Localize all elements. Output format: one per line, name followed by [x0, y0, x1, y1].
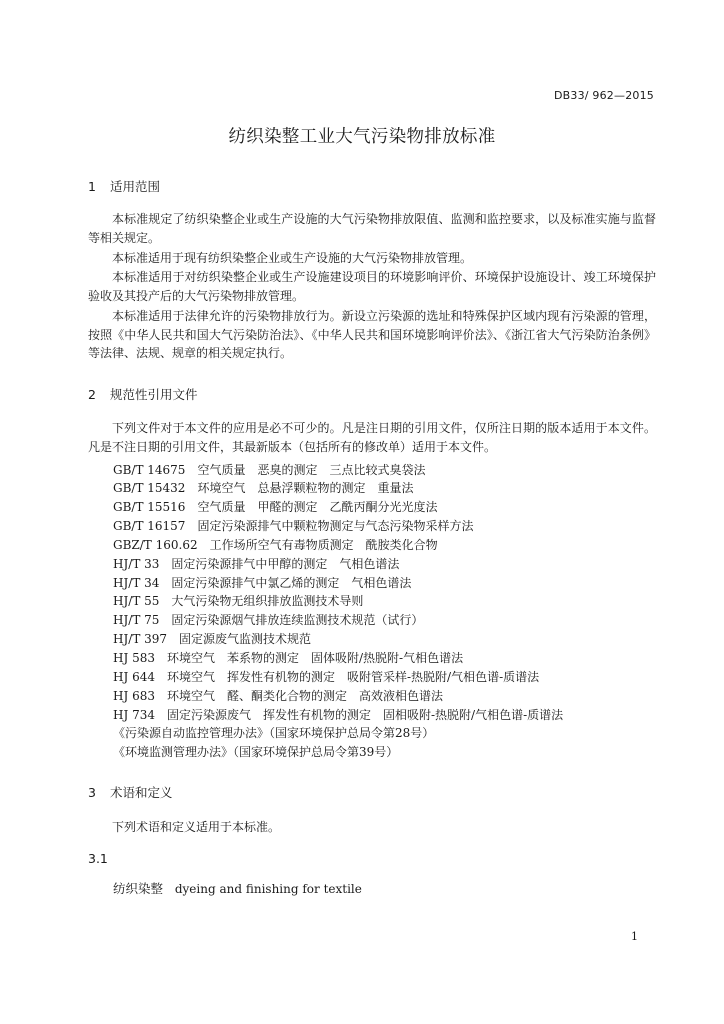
document-title: 纺织染整工业大气污染物排放标准: [228, 127, 496, 147]
reference-item: HJ 583 环境空气 苯系物的测定 固体吸附/热脱附-气相色谱法: [113, 651, 464, 665]
term-english: dyeing and finishing for textile: [174, 882, 362, 896]
reference-item: GB/T 14675 空气质量 恶臭的测定 三点比较式臭袋法: [113, 463, 426, 477]
section-2-intro: 下列文件对于本文件的应用是必不可少的。凡是注日期的引用文件，仅所注日期的版本适用于本文件。凡是不注日期的引用文件，其最新版本（包括所有的修改单）适用于本文件。: [88, 421, 656, 454]
reference-item: 《环境监测管理办法》（国家环境保护总局令第39号）: [113, 745, 399, 759]
reference-item: GB/T 15516 空气质量 甲醛的测定 乙酰丙酮分光光度法: [113, 500, 438, 514]
term-entry: [113, 879, 362, 897]
section-1-paragraph-3: 本标准适用于对纺织染整企业或生产设施建设项目的环境影响评价、环境保护设施设计、竣工环境保护验收及其投产后的大气污染物排放管理。: [88, 270, 656, 303]
document-code: DB33/ 962—2015: [553, 89, 654, 102]
section-3-heading: [88, 783, 173, 801]
reference-item: HJ/T 397 固定源废气监测技术规范: [113, 632, 312, 646]
section-title: 规范性引用文件: [109, 387, 198, 402]
reference-item: HJ/T 34 固定污染源排气中氯乙烯的测定 气相色谱法: [113, 576, 412, 590]
reference-item: HJ/T 33 固定污染源排气中甲醇的测定 气相色谱法: [113, 557, 400, 571]
section-title: 术语和定义: [109, 785, 173, 800]
section-number: 2: [88, 387, 96, 402]
reference-item: GBZ/T 160.62 工作场所空气有毒物质测定 酰胺类化合物: [113, 538, 438, 552]
section-number: 1: [88, 179, 96, 194]
term-chinese: 纺织染整: [113, 881, 164, 896]
subsection-number: 3.1: [88, 851, 108, 866]
reference-item: HJ/T 55 大气污染物无组织排放监测技术导则: [113, 594, 364, 608]
section-1-paragraph-2: 本标准适用于现有纺织染整企业或生产设施的大气污染物排放管理。: [112, 251, 473, 265]
section-2-heading: [88, 385, 198, 403]
reference-item: GB/T 16157 固定污染源排气中颗粒物测定与气态污染物采样方法: [113, 519, 474, 533]
section-title: 适用范围: [109, 179, 160, 194]
reference-item: HJ/T 75 固定污染源烟气排放连续监测技术规范（试行）: [113, 613, 424, 627]
section-1-heading: [88, 177, 160, 195]
page-number: 1: [631, 930, 638, 943]
section-1-paragraph-1: 本标准规定了纺织染整企业或生产设施的大气污染物排放限值、监测和监控要求，以及标准实施与监督等相关规定。: [88, 212, 656, 245]
reference-item: HJ 644 环境空气 挥发性有机物的测定 吸附管采样-热脱附/气相色谱-质谱法: [113, 670, 540, 684]
reference-item: HJ 734 固定污染源废气 挥发性有机物的测定 固相吸附-热脱附/气相色谱-质谱法: [113, 708, 564, 722]
reference-item: GB/T 15432 环境空气 总悬浮颗粒物的测定 重量法: [113, 481, 414, 495]
section-3-intro: 下列术语和定义适用于本标准。: [112, 820, 281, 834]
reference-item: HJ 683 环境空气 醛、酮类化合物的测定 高效液相色谱法: [113, 689, 443, 703]
section-number: 3: [88, 785, 96, 800]
reference-item: 《污染源自动监控管理办法》（国家环境保护总局令第28号）: [113, 726, 435, 740]
section-1-paragraph-4: 本标准适用于法律允许的污染物排放行为。新设立污染源的选址和特殊保护区域内现有污染源的管理，按照《中华人民共和国大气污染防治法》、《中华人民共和国环境影响评价法》、《浙江省大气污染防治条例》等法律、法规、规章的相关规定执行。: [88, 309, 656, 360]
